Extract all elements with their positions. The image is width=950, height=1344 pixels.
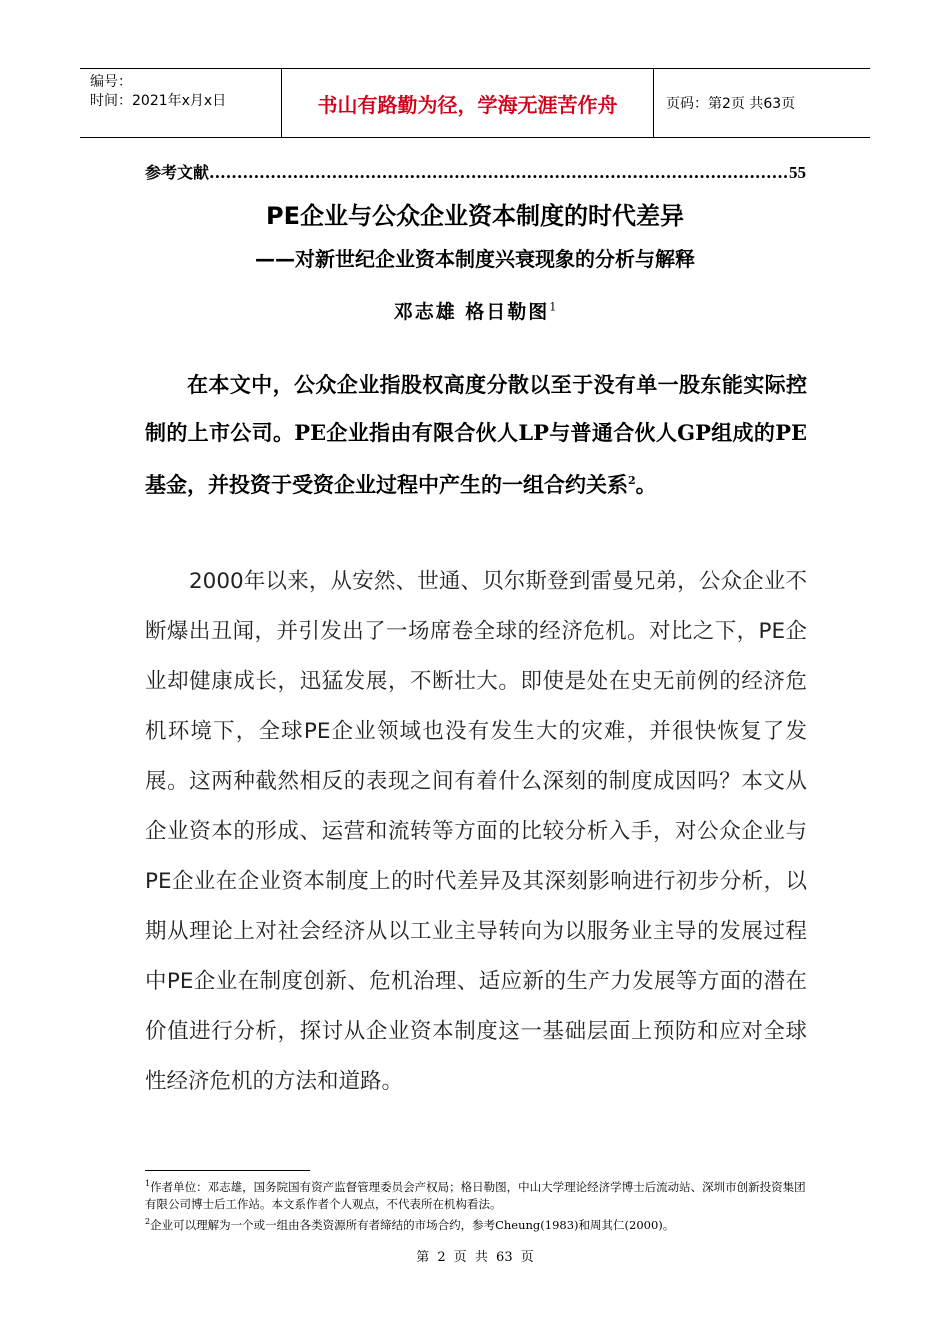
document-subtitle: ——对新世纪企业资本制度兴衰现象的分析与解释 <box>255 247 695 271</box>
footnote-1-text: 作者单位：邓志雄，国务院国有资产监督管理委员会产权局；格日勒图，中山大学理论经济学博士后流动站、深圳市创新投资集团有限公司博士后工作站。本文系作者个人观点，不代表所在机构看法。 <box>145 1179 806 1211</box>
definition-end: 。 <box>635 472 657 497</box>
time-label: 时间：2021年x月x日 <box>90 93 227 109</box>
footnote-1 <box>145 1175 810 1213</box>
footnote-2-mark: 2 <box>145 1216 151 1226</box>
page-header <box>80 68 870 138</box>
toc-label: 参考文献 <box>145 163 210 182</box>
header-meta <box>80 69 282 137</box>
footnote-2 <box>145 1213 810 1234</box>
footnote-divider <box>145 1170 310 1171</box>
toc-page-number: 55 <box>789 163 806 182</box>
document-title: PE企业与公众企业资本制度的时代差异 <box>266 202 684 230</box>
toc-entry[interactable] <box>145 160 806 183</box>
footnotes <box>145 1175 810 1234</box>
header-motto: 书山有路勤为径，学海无涯苦作舟 <box>282 69 654 137</box>
footnote-1-mark: 1 <box>145 1179 151 1188</box>
definition-text: 在本文中，公众企业指股权高度分散以至于没有单一股东能实际控制的上市公司。PE企业指由有限合伙人LP与普通合伙人GP组成的PE基金，并投资于受资企业过程中产生的一组合约关系 <box>145 372 807 497</box>
definition-paragraph <box>145 361 807 509</box>
page-footer: 第 2 页 共 63 页 <box>416 1250 534 1265</box>
author-footnote-mark[interactable]: 1 <box>549 300 557 314</box>
footnote-2-text: 企业可以理解为一个或一组由各类资源所有者缔结的市场合约，参考Cheung(1983)和周其仁(2000)。 <box>150 1217 675 1232</box>
author-names: 邓志雄 格日勒图 <box>393 301 550 323</box>
intro-paragraph: 2000年以来，从安然、世通、贝尔斯登到雷曼兄弟，公众企业不断爆出丑闻，并引发出了一场席卷全球的经济危机。对比之下，PE企业却健康成长，迅猛发展，不断壮大。即使是处在史无前例的经济危机环境下，全球PE企业领域也没有发生大的灾难，并很快恢复了发展。这两种截然相反的表现之间有着什么深刻的制度成因吗？本文从企业资本的形成、运营和流转等方面的比较分析入手，对公众企业与PE企业在企业资本制度上的时代差异及其深刻影响进行初步分析，以期从理论上对社会经济从以工业主导转向为以服务业主导的发展过程中PE企业在制度创新、危机治理、适应新的生产力发展等方面的潜在价值进行分析，探讨从企业资本制度这一基础层面上预防和应对全球性经济危机的方法和道路。 <box>145 569 807 1094</box>
toc-leader-dots <box>209 163 789 182</box>
authors <box>0 297 950 324</box>
header-page-info: 页码：第2页 共63页 <box>666 96 796 112</box>
definition-footnote-mark[interactable]: 2 <box>628 474 636 487</box>
code-label: 编号： <box>90 74 132 90</box>
